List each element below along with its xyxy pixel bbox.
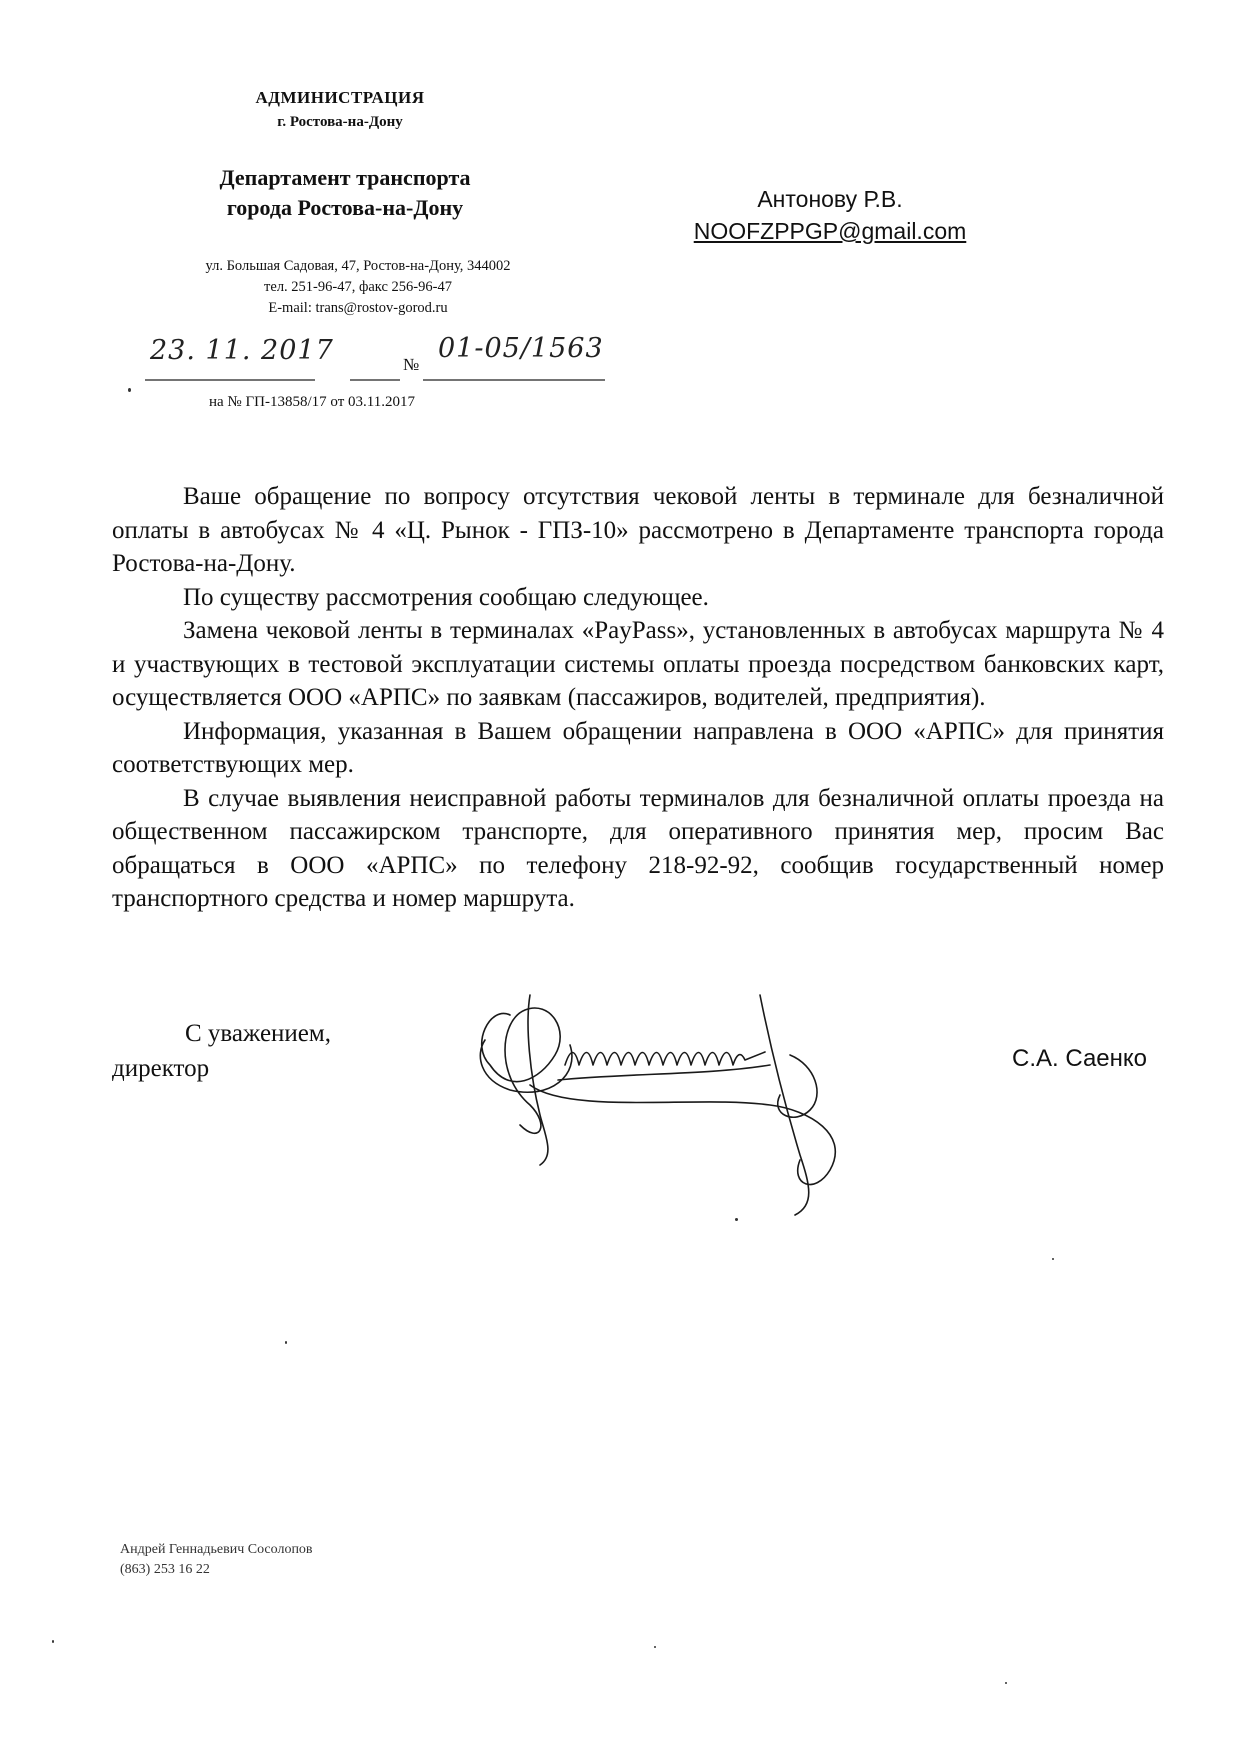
registration-date: 23. 11. 2017 <box>150 335 334 366</box>
letter-body <box>112 480 1164 916</box>
body-paragraph: В случае выявления неисправной работы терминалов для безналичной оплаты проезда на общественном пассажирском транспорте, для оперативного принятия мер, просим Вас обращаться в ООО «АРПС» по телефону 218-92-92, сообщив государственный номер транспортного средства и номер маршрута. <box>112 784 1164 912</box>
registration-number: 01-05/1563 <box>438 333 604 364</box>
scan-speck <box>52 1640 54 1643</box>
department-line-1: Департамент транспорта <box>219 165 471 190</box>
scan-speck <box>735 1218 738 1221</box>
department-line-2: города Ростова-на-Дону <box>226 195 464 220</box>
executor-block <box>120 1540 313 1580</box>
body-paragraph: Ваше обращение по вопросу отсутствия чековой ленты в терминале для безналичной оплаты в автобусах № 4 «Ц. Рынок - ГПЗ-10» рассмотрено в Департаменте транспорта города Ростова-на-Дону. <box>112 483 1164 577</box>
body-paragraph: Замена чековой ленты в терминалах «PayPass», установленных в автобусах маршрута № 4 и участвующих в тестовой эксплуатации системы оплаты проезда посредством банковских карт, осуществляется ООО «АРПС» по заявкам (пассажиров, водителей, предприятия). <box>112 617 1164 711</box>
letterhead-admin: АДМИНИСТРАЦИЯ <box>255 88 425 107</box>
body-paragraph: Информация, указанная в Вашем обращении направлена в ООО «АРПС» для принятия соответствующих мер. <box>112 717 1164 778</box>
closing-title: директор <box>112 1055 210 1082</box>
scan-speck <box>654 1646 656 1648</box>
registration-number-label: № <box>403 355 420 374</box>
letterhead-department <box>175 163 515 223</box>
letterhead-address: ул. Большая Садовая, 47, Ростов-на-Дону, 344002 <box>205 258 511 274</box>
closing-regards: С уважением, <box>185 1020 331 1047</box>
recipient-block <box>670 183 990 247</box>
signatory-name: С.А. Саенко <box>1012 1045 1148 1072</box>
scan-speck <box>1052 1258 1054 1260</box>
body-paragraph: По существу рассмотрения сообщаю следующее. <box>183 583 709 611</box>
executor-name: Андрей Геннадьевич Сосолопов <box>120 1542 313 1557</box>
letterhead-city: г. Ростова-на-Дону <box>277 114 403 130</box>
scan-speck <box>128 388 131 392</box>
recipient-name: Антонову Р.В. <box>757 186 903 212</box>
letterhead-phone: тел. 251-96-47, факс 256-96-47 <box>264 279 452 295</box>
recipient-email: NOOFZPPGP@gmail.com <box>693 218 967 244</box>
executor-phone: (863) 253 16 22 <box>120 1562 210 1577</box>
reference-line: на № ГП-13858/17 от 03.11.2017 <box>209 394 415 410</box>
letterhead-email: E-mail: trans@rostov-gorod.ru <box>268 300 448 316</box>
scan-speck <box>1005 1682 1007 1684</box>
scan-speck <box>285 1341 287 1344</box>
handwritten-signature <box>470 985 910 1220</box>
